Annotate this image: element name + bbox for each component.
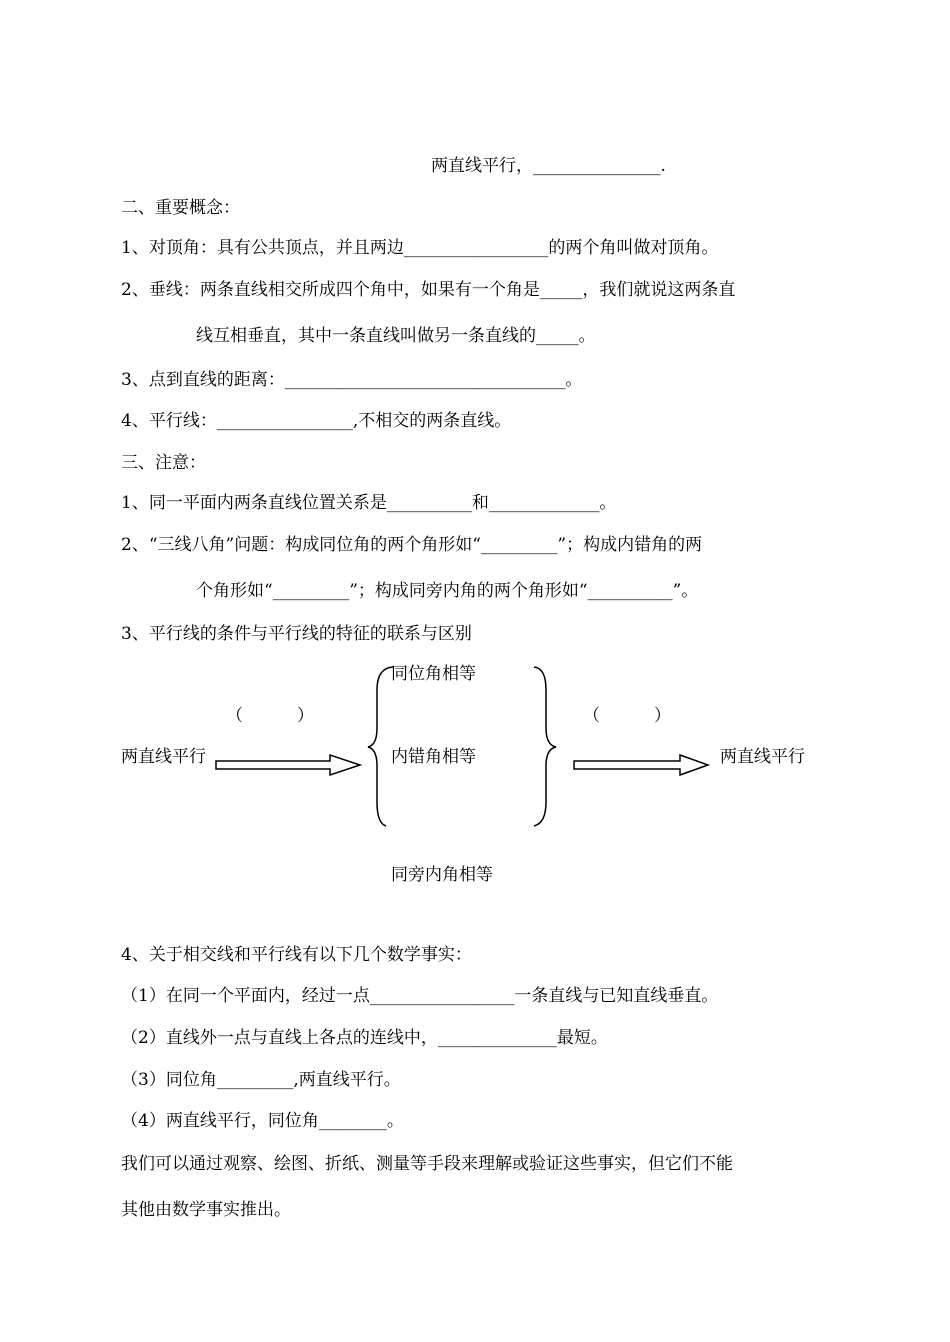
concept-2-line-1: 2、垂线：两条直线相交所成四个角中，如果有一个角是_____，我们就说这两条直 xyxy=(121,280,736,300)
diagram-item-corresponding: 同位角相等 xyxy=(391,664,476,684)
diagram-right-label: 两直线平行 xyxy=(720,747,805,767)
fact-2: （2）直线外一点与直线上各点的连线中，______________最短。 xyxy=(121,1028,608,1048)
note-3: 3、平行线的条件与平行线的特征的联系与区别 xyxy=(121,624,472,644)
diagram-item-interior: 同旁内角相等 xyxy=(391,865,493,885)
right-brace xyxy=(534,667,556,826)
fact-1: （1）在同一个平面内，经过一点_________________一条直线与已知直线垂直。 xyxy=(121,986,719,1006)
left-arrow-icon xyxy=(216,755,360,775)
concept-1: 1、对顶角：具有公共顶点，并且两边_________________的两个角叫做对顶角。 xyxy=(121,238,719,258)
concept-3: 3、点到直线的距离：_________________________________。 xyxy=(121,370,583,390)
top-line: 两直线平行，_______________. xyxy=(431,156,666,176)
right-arrow-icon xyxy=(574,755,708,775)
diagram-right-paren: （ ） xyxy=(583,706,672,726)
note-1: 1、同一平面内两条直线位置关系是__________和_____________。 xyxy=(121,493,617,513)
concept-4: 4、平行线：________________,不相交的两条直线。 xyxy=(121,411,512,431)
closing-line-2: 其他由数学事实推出。 xyxy=(121,1200,291,1220)
diagram-left-label: 两直线平行 xyxy=(121,747,206,767)
concept-2-line-2: 线互相垂直，其中一条直线叫做另一条直线的_____。 xyxy=(196,326,596,346)
section2-heading: 二、重要概念： xyxy=(121,198,240,218)
left-brace xyxy=(368,667,393,826)
diagram-item-alternate: 内错角相等 xyxy=(391,747,476,767)
note-2-line-2: 个角形如“_________”；构成同旁内角的两个角形如“__________”。 xyxy=(196,581,699,601)
note-2-line-1: 2、“三线八角”问题：构成同位角的两个角形如“_________”；构成内错角的两 xyxy=(121,535,703,555)
closing-line-1: 我们可以通过观察、绘图、折纸、测量等手段来理解或验证这些事实，但它们不能 xyxy=(121,1154,733,1174)
diagram-left-paren: （ ） xyxy=(226,706,315,726)
section3-heading: 三、注意： xyxy=(121,453,206,473)
fact-3: （3）同位角_________,两直线平行。 xyxy=(121,1070,401,1090)
note-4: 4、关于相交线和平行线有以下几个数学事实： xyxy=(121,945,472,965)
fact-4: （4）两直线平行，同位角________。 xyxy=(121,1111,404,1131)
